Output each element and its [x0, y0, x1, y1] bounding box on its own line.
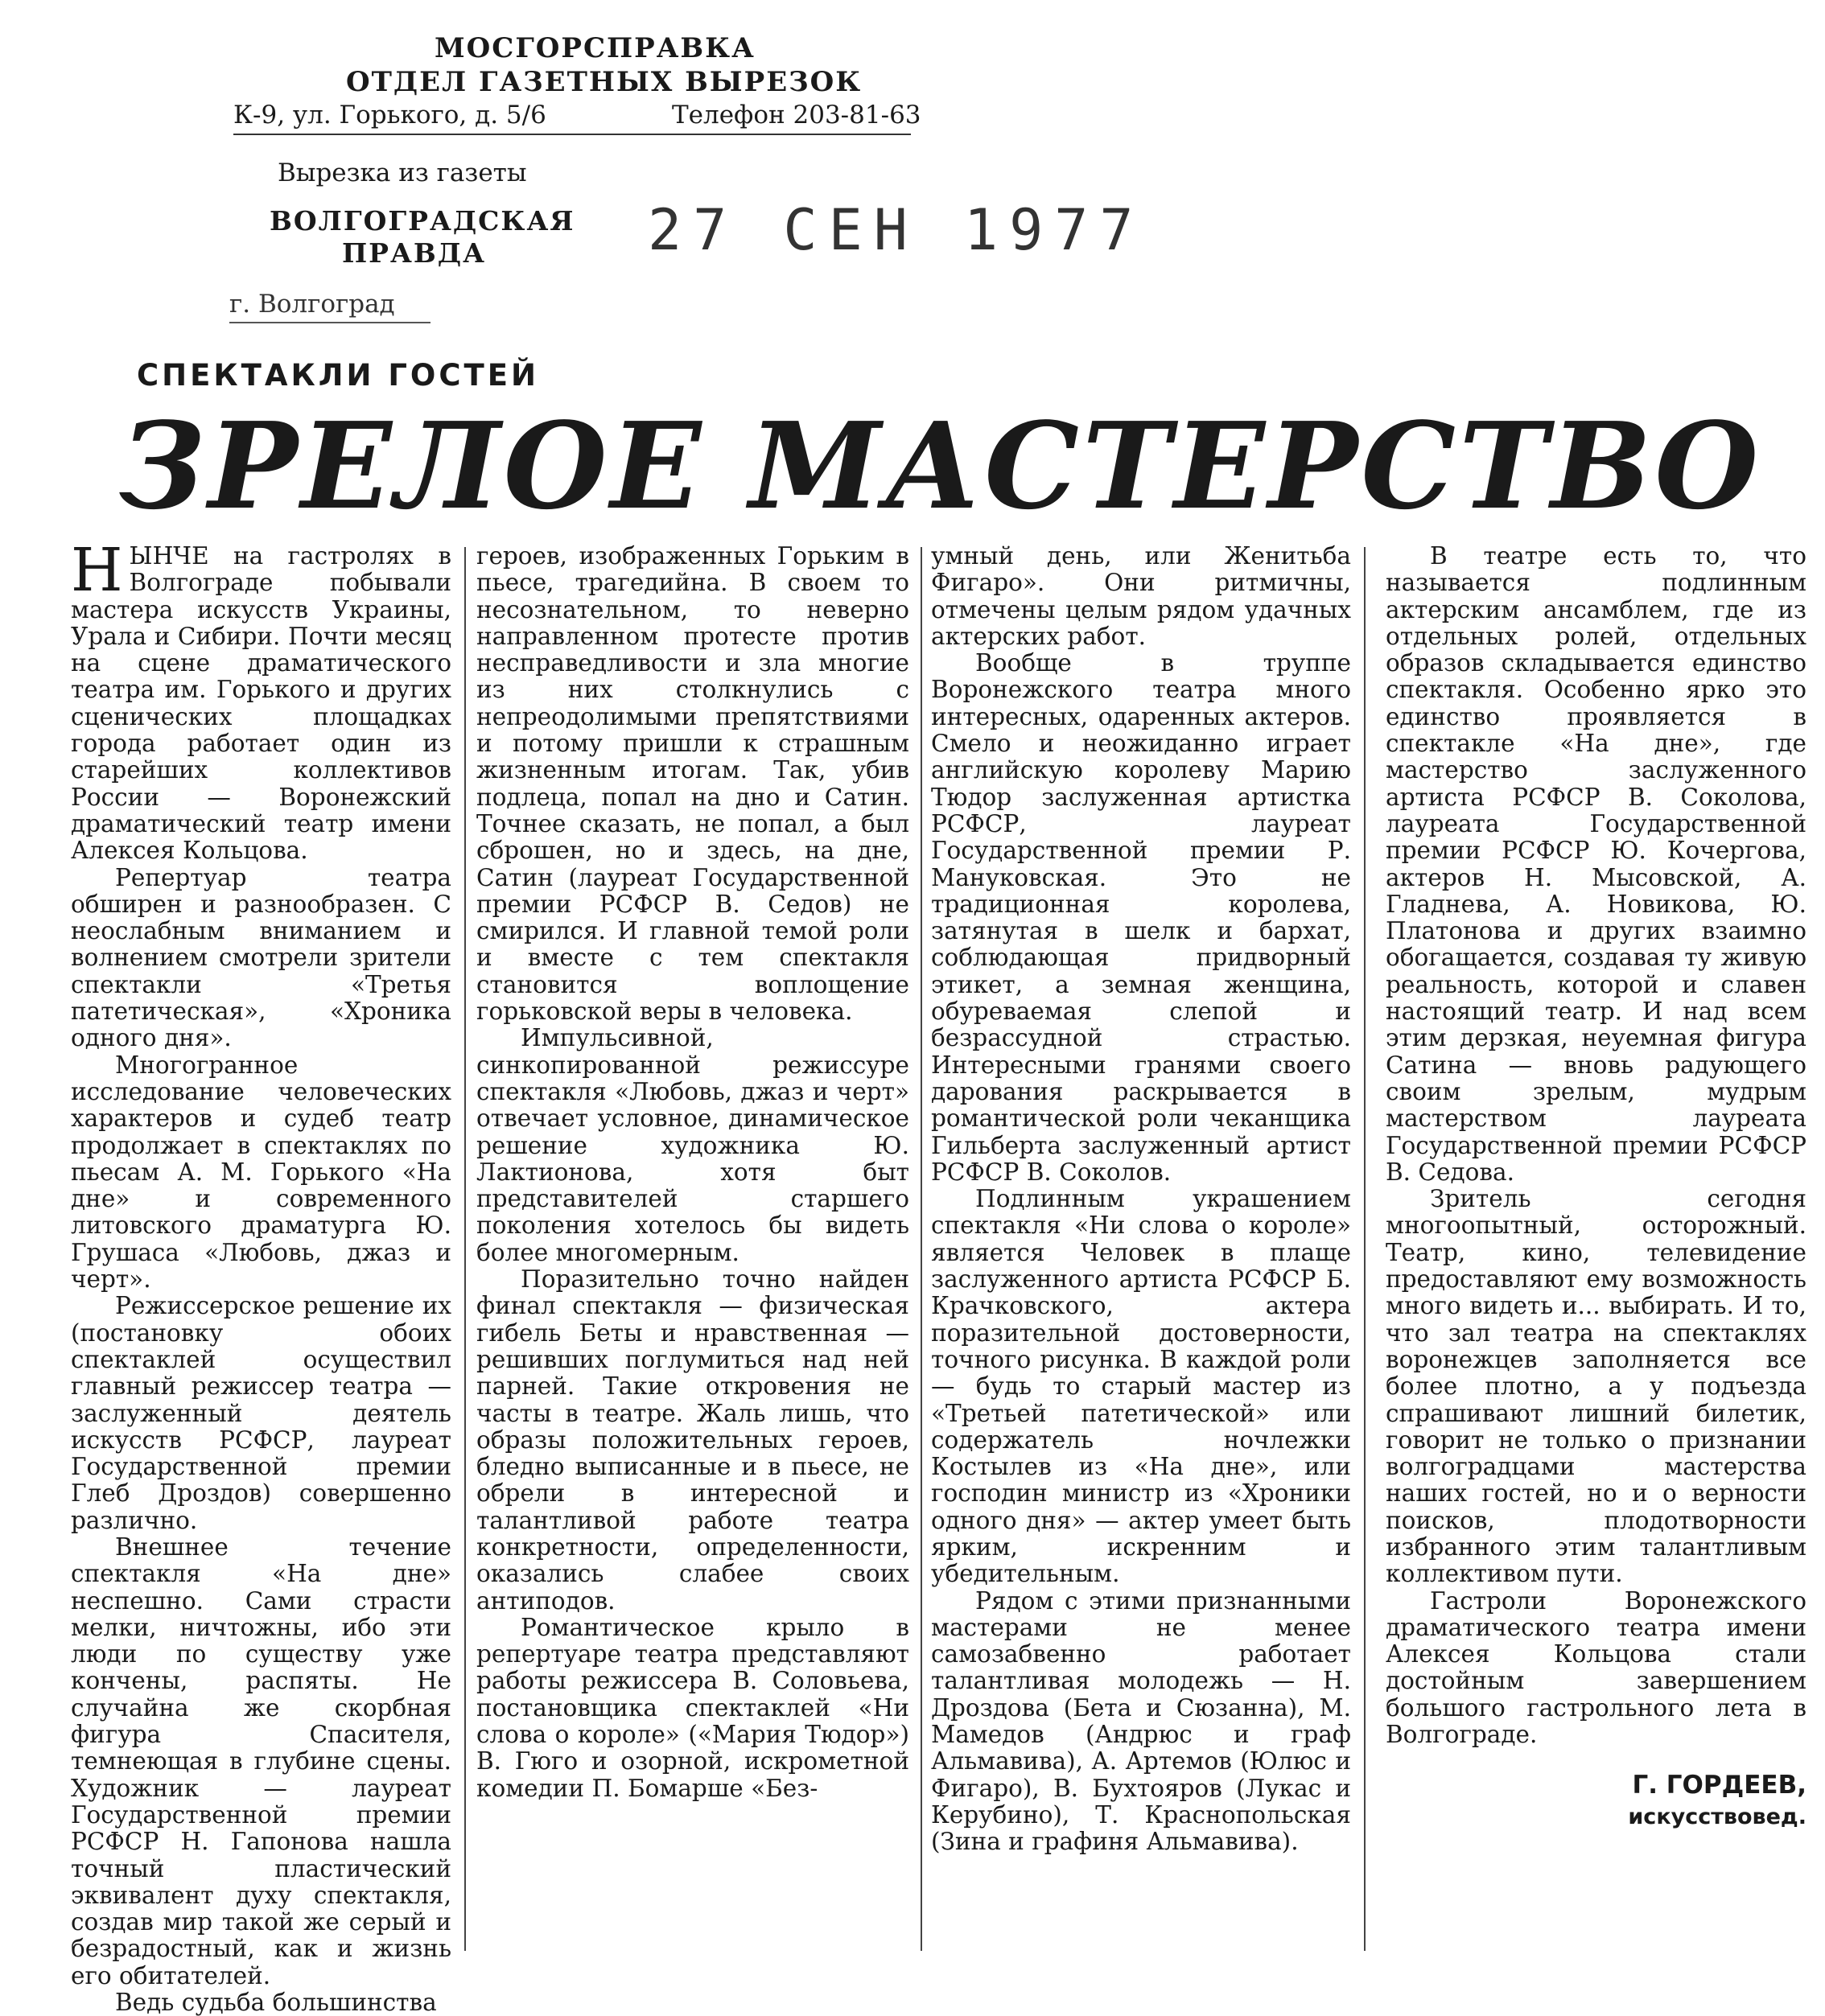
stamp-divider: [233, 134, 911, 135]
author-role: искусствовед.: [1628, 1804, 1806, 1830]
paragraph: Зритель сегодня многоопытный, осторожный. Театр, кино, телевидение предоставляют ему возможность много видеть и... выбирать. И то, что зал театра на спектаклях воронежцев заполняется все более плотно, а у подъезда спрашивают лишний билетик, говорит не только о признании волгоградцами мастерства наших гостей, но и о верности поисков, плодотворности избранного этим талантливым коллективом пути.: [1386, 1185, 1806, 1588]
paragraph: Внешнее течение спектакля «На дне» неспешно. Сами страсти мелки, ничтожны, ибо эти люди по существу уже кончены, распяты. Не случайна же скорбная фигура Спасителя, темнеющая в глубине сцены. Художник — лауреат Государственной премии РСФСР Н. Гапонова нашла точный пластический эквивалент духу спектакля, создав мир такой же серый и безрадостный, как и жизнь его обитателей.: [71, 1533, 451, 1989]
column-divider: [921, 547, 922, 1951]
paragraph: героев, изображенных Горьким в пьесе, трагедийна. В своем то несознательном, то неверно направленном протесте против несправедливости и зла многие из них столкнулись с непреодолимыми препятствиями и потому пришли к страшным жизненным итогам. Так, убив подлеца, попал на дно и Сатин. Точнее сказать, не попал, а был сброшен, но и здесь, на дне, Сатин (лауреат Государственной премии РСФСР В. Седов) не смирился. И главной темой роли и вместе с тем спектакля становится воплощение горьковской веры в человека.: [476, 542, 909, 1026]
paragraph: НЫНЧЕ на гастролях в Волгограде побывали мастера искусств Украины, Урала и Сибири. Почти месяц на сцене драматического театра им. Горького и других сценических площадках города работает один из старейших коллективов России — Воронежский драматический театр имени Алексея Кольцова.: [71, 536, 451, 865]
paragraph: Репертуар театра обширен и разнообразен. С неослабным вниманием и волнением смотрели зрители спектакли «Третья патетическая», «Хроника одного дня».: [71, 863, 451, 1052]
paragraph: умный день, или Женитьба Фигаро». Они ритмичны, отмечены целым рядом удачных актерских работ.: [931, 542, 1351, 650]
paragraph: Вообще в труппе Воронежского театра много интересных, одаренных актеров. Смело и неожиданно играет английскую королеву Марию Тюдор заслуженная артистка РСФСР, лауреат Государственной премии Р. Мануковская. Это не традиционная королева, затянутая в шелк и бархат, соблюдающая придворный этикет, а земная женщина, обуреваемая слепой и безрассудной страстью. Интересными гранями своего дарования раскрывается в романтической роли чеканщика Гильберта заслуженный артист РСФСР В. Соколов.: [931, 649, 1351, 1186]
paragraph: Поразительно точно найден финал спектакля — физическая гибель Беты и нравственная — решивших поглумиться над ней парней. Такие откровения не часты в театре. Жаль лишь, что образы положительных героев, бледно выписанные и в пьесе, не обрели в интересной и талантливой работе театра конкретности, определенности, оказались слабее своих антиподов.: [476, 1265, 909, 1615]
column-divider: [1364, 547, 1366, 1951]
city-divider: [229, 322, 431, 323]
paragraph: Ведь судьба большинства: [115, 1989, 437, 2016]
author-name: Г. ГОРДЕЕВ,: [1632, 1771, 1806, 1800]
paragraph: Импульсивной, синкопированной режиссуре спектакля «Любовь, джаз и черт» отвечает условное, динамическое решение художника Ю. Лактионова, хотя быт представителей старшего поколения хотелось бы видеть более многомерным.: [476, 1024, 909, 1266]
article-column-1: [71, 536, 451, 2016]
rubric: СПЕКТАКЛИ ГОСТЕЙ: [137, 358, 539, 393]
article-column-3: [931, 543, 1351, 1856]
newspaper-name-line1: ВОЛГОГРАДСКАЯ: [270, 205, 575, 237]
date-stamp: 27 СЕН 1977: [648, 197, 1145, 263]
drop-cap: Н: [71, 536, 123, 605]
newspaper-name-line2: ПРАВДА: [342, 237, 486, 269]
stamp-org-name: МОСГОРСПРАВКА: [435, 32, 756, 64]
column-divider: [464, 547, 466, 1951]
stamp-phone: Телефон 203-81-63: [672, 101, 921, 130]
stamp-address: К-9, ул. Горького, д. 5/6: [233, 101, 546, 130]
city-label: г. Волгоград: [229, 290, 395, 319]
stamp-department: ОТДЕЛ ГАЗЕТНЫХ ВЫРЕЗОК: [346, 66, 863, 98]
paragraph: Гастроли Воронежского драматического театра имени Алексея Кольцова стали достойным завершением большого гастрольного лета в Волгограде.: [1386, 1586, 1806, 1749]
headline: ЗРЕЛОЕ МАСТЕРСТВО: [119, 396, 1762, 536]
article-column-4: [1386, 543, 1806, 1833]
paragraph: Романтическое крыло в репертуаре театра представляют работы режиссера В. Соловьева, постановщика спектаклей «Ни слова о короле» («Мария Тюдор») В. Гюго и озорной, искрометной комедии П. Бомарше «Без-: [476, 1613, 909, 1802]
clipping-label: Вырезка из газеты: [278, 158, 527, 187]
paragraph: Режиссерское решение их (постановку обоих спектаклей осуществил главный режиссер театра — заслуженный деятель искусств РСФСР, лауреат Государственной премии Глеб Дроздов) совершенно различно.: [71, 1292, 451, 1534]
paragraph: Многогранное исследование человеческих характеров и судеб театр продолжает в спектаклях по пьесам А. М. Горького «На дне» и современного литовского драматурга Ю. Грушаса «Любовь, джаз и черт».: [71, 1051, 451, 1294]
byline: [1386, 1769, 1806, 1833]
paragraph: Рядом с этими признанными мастерами не менее самозабвенно работает талантливая молодежь — Н. Дроздова (Бета и Сюзанна), М. Мамедов (Андрюс и граф Альмавива), А. Артемов (Юлюс и Фигаро), В. Бухтояров (Лукас и Керубино), Т. Краснопольская (Зина и графиня Альмавива).: [931, 1586, 1351, 1856]
paragraph: В театре есть то, что называется подлинным актерским ансамблем, где из отдельных ролей, отдельных образов складывается единство спектакля. Особенно ярко это единство проявляется в спектакле «На дне», где мастерство заслуженного артиста РСФСР В. Соколова, лауреата Государственной премии РСФСР Ю. Кочергова, актеров Н. Мысовской, А. Гладнева, А. Новикова, Ю. Платонова и других взаимно обогащается, создавая ту живую реальность, которой и славен настоящий театр. И над всем этим дерзкая, неуемная фигура Сатина — вновь радующего своим зрелым, мудрым мастерством лауреата Государственной премии РСФСР В. Седова.: [1386, 542, 1806, 1186]
paragraph: Подлинным украшением спектакля «Ни слова о короле» является Человек в плаще заслуженного артиста РСФСР Б. Крачковского, актера поразительной достоверности, точного рисунка. В каждой роли — будь то старый мастер из «Третьей патетической» или содержатель ночлежки Костылев из «На дне», или господин министр из «Хроники одного дня» — актер умеет быть ярким, искренним и убедительным.: [931, 1185, 1351, 1588]
article-column-2: [476, 543, 909, 1802]
